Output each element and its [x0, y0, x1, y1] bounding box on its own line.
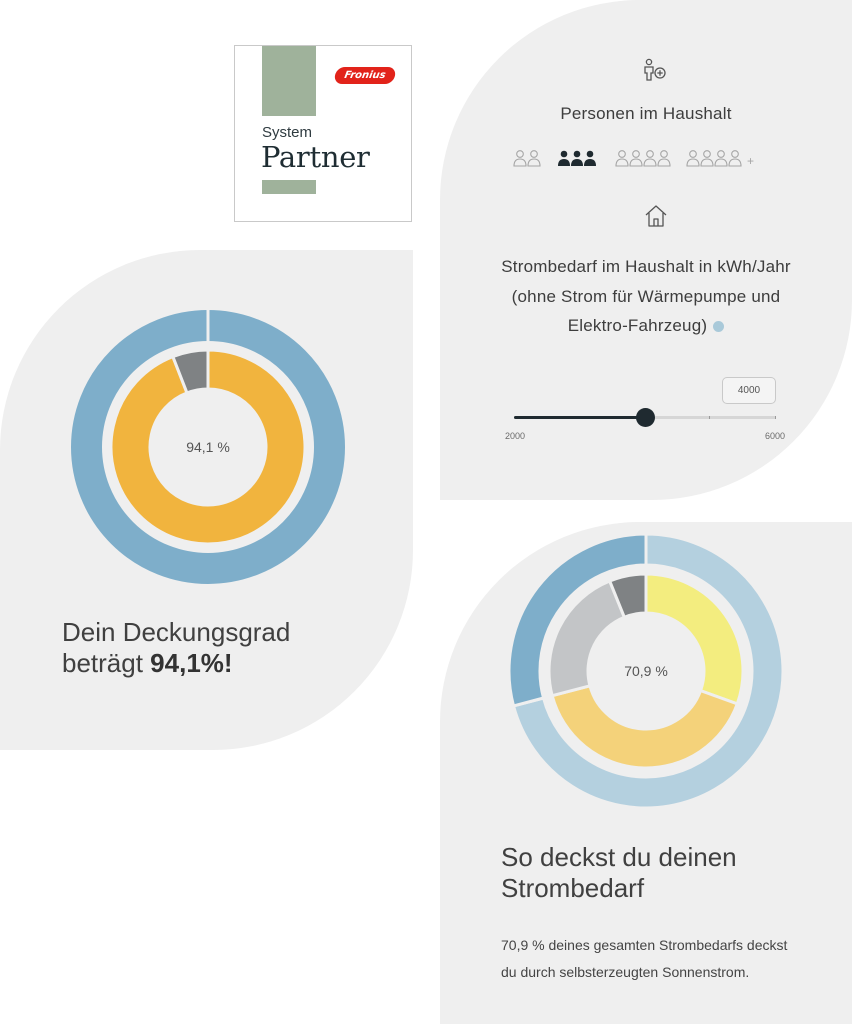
- fronius-brand-badge: Fronius: [334, 67, 397, 84]
- person-icon: [715, 151, 727, 166]
- person-icon: [701, 151, 713, 166]
- usage-heading-line1: So deckst du deinen: [501, 842, 737, 872]
- persons-option-2[interactable]: [513, 148, 545, 168]
- usage-description: 70,9 % deines gesamten Strombedarfs deckst du durch selbsterzeugten Sonnenstrom.: [501, 937, 788, 980]
- donut-center-label: 70,9 %: [624, 663, 668, 679]
- logo-bar-top: [262, 46, 316, 116]
- coverage-value: 94,1%!: [150, 648, 233, 678]
- system-partner-logo: [234, 45, 412, 222]
- persons-option-3[interactable]: [557, 148, 603, 168]
- plus-suffix: +: [747, 154, 755, 168]
- demand-title: Strombedarf im Haushalt in kWh/Jahr (ohne Strom für Wärmepumpe und Elektro-Fahrzeug): [501, 257, 791, 335]
- person-icon: [528, 151, 540, 166]
- slider-max-label: 6000: [765, 431, 786, 441]
- persons-title: Personen im Haushalt: [560, 104, 732, 123]
- slider-tick: [709, 416, 710, 419]
- usage-donut-chart: [508, 533, 784, 809]
- slider-tick: [775, 416, 776, 419]
- coverage-heading-line2: beträgt 94,1%!: [62, 648, 233, 678]
- coverage-heading: [62, 617, 290, 679]
- logo-line-partner: Partner: [261, 140, 370, 174]
- house-icon: [643, 203, 669, 229]
- person-icon: [514, 151, 526, 166]
- person-icon: [687, 151, 699, 166]
- slider-value-input[interactable]: 4000: [722, 377, 776, 404]
- person-icon: [616, 151, 628, 166]
- persons-option-4[interactable]: [615, 148, 673, 168]
- logo-bar-bottom: [262, 180, 316, 194]
- person-icon: [729, 151, 741, 166]
- coverage-heading-line1: Dein Deckungsgrad: [62, 617, 291, 647]
- coverage-donut-chart: [70, 309, 346, 585]
- person-icon: [571, 151, 583, 166]
- person-add-icon: [642, 58, 670, 82]
- slider-min-label: 2000: [505, 431, 526, 441]
- usage-heading: [501, 842, 737, 904]
- donut-center-label: 94,1 %: [186, 439, 230, 455]
- person-icon: [558, 151, 570, 166]
- person-icon: [644, 151, 656, 166]
- persons-option-4-plus[interactable]: [686, 148, 756, 168]
- demand-slider-thumb[interactable]: [636, 408, 655, 427]
- person-icon: [630, 151, 642, 166]
- person-icon: [658, 151, 670, 166]
- usage-heading-line2: Strombedarf: [501, 873, 645, 903]
- info-dot-icon[interactable]: [713, 321, 724, 332]
- person-icon: [584, 151, 596, 166]
- demand-slider-fill: [514, 416, 645, 419]
- logo-line-system: System: [262, 124, 313, 141]
